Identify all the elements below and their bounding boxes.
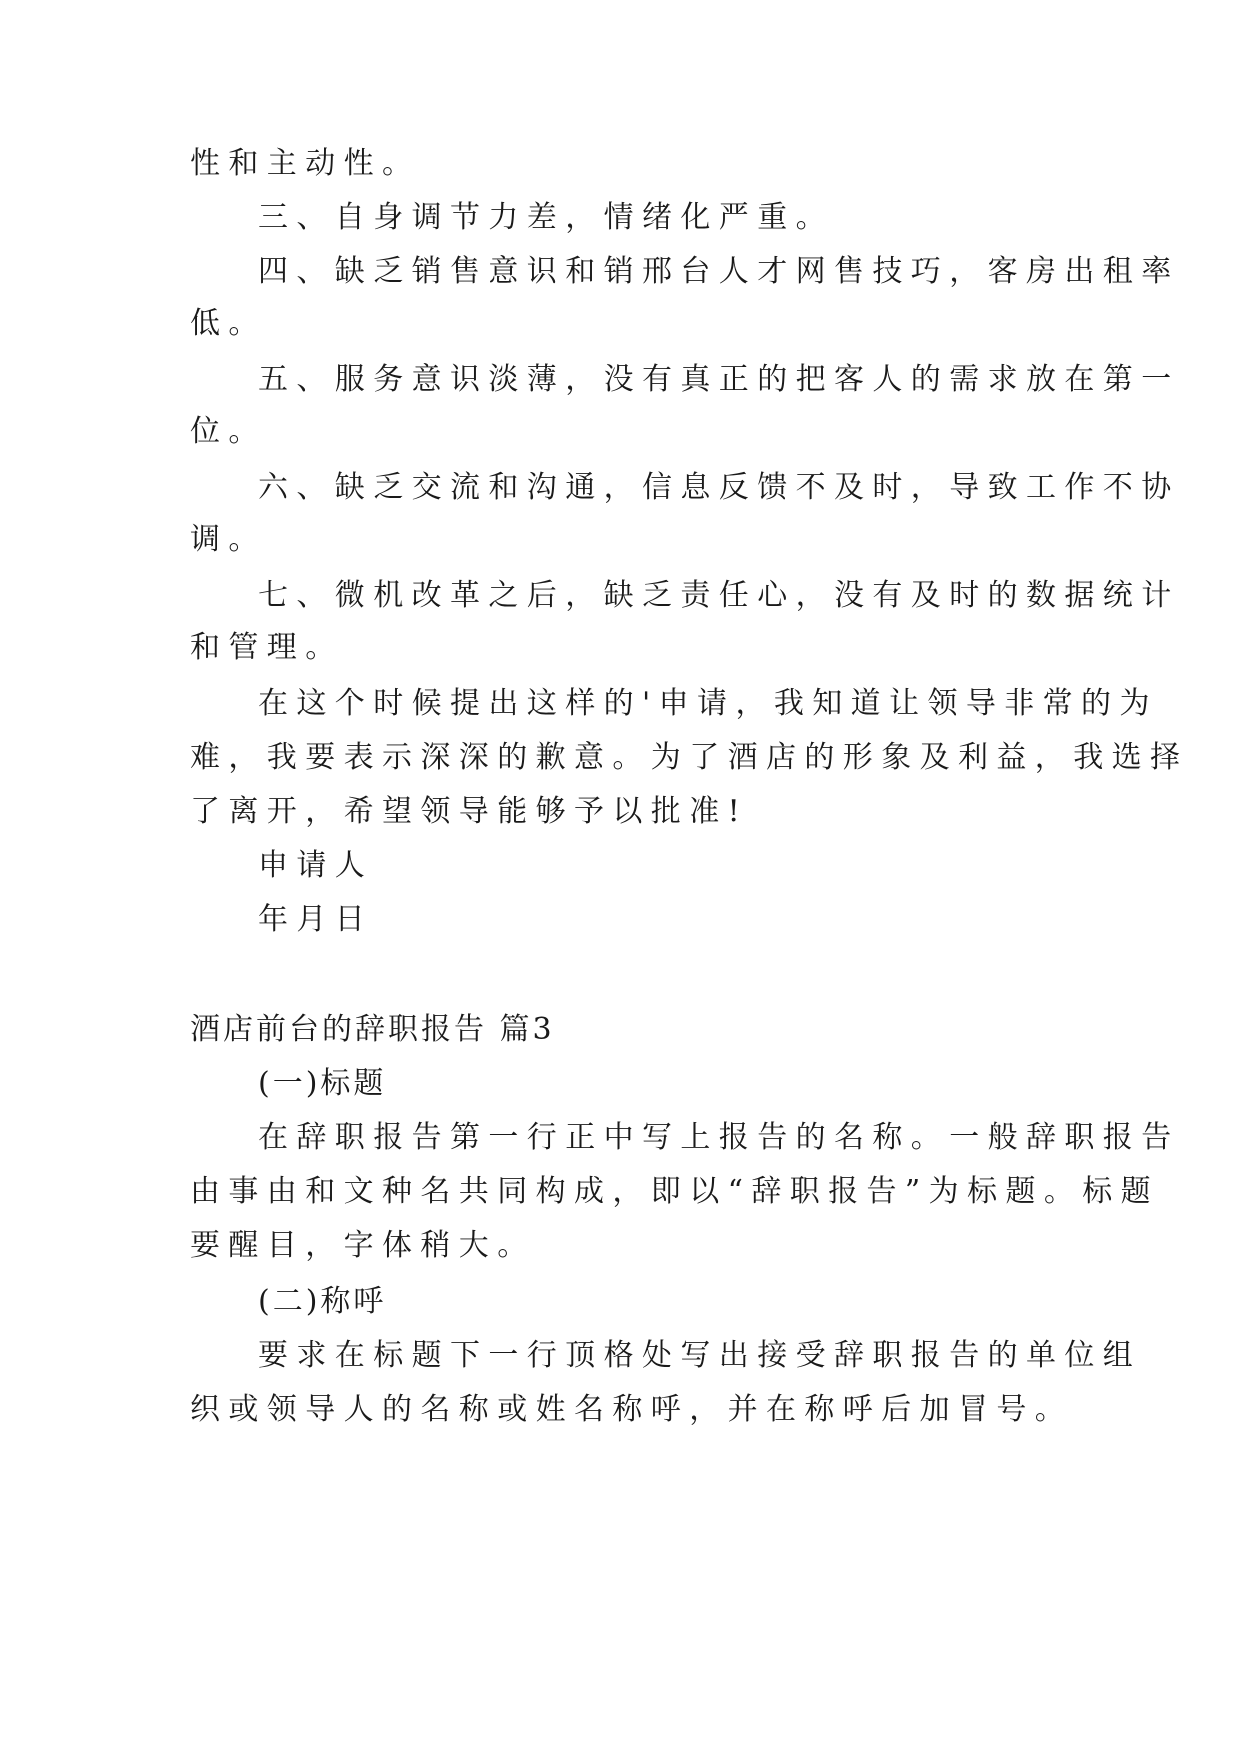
paragraph-line: 六、缺乏交流和沟通，信息反馈不及时，导致工作不协 <box>258 470 1180 505</box>
paragraph-line: 性和主动性。 <box>190 146 421 181</box>
paragraph-line: 调。 <box>190 522 267 557</box>
paragraph-line: 和管理。 <box>190 630 344 665</box>
paragraph-line: 七、微机改革之后，缺乏责任心，没有及时的数据统计 <box>258 578 1180 613</box>
paragraph-line: 在这个时候提出这样的'申请，我知道让领导非常的为 <box>258 686 1158 721</box>
subsection-heading: (二)称呼 <box>258 1284 387 1319</box>
paragraph-line: 四、缺乏销售意识和销邢台人才网售技巧，客房出租率 <box>258 254 1180 289</box>
applicant-label: 申请人 <box>258 848 374 883</box>
paragraph-line: 低。 <box>190 306 267 341</box>
paragraph-line: 要醒目，字体稍大。 <box>190 1228 536 1263</box>
paragraph-line: 由事由和文种名共同构成，即以“辞职报告”为标题。标题 <box>190 1174 1160 1209</box>
paragraph-line: 在辞职报告第一行正中写上报告的名称。一般辞职报告 <box>258 1120 1180 1155</box>
paragraph-line: 要求在标题下一行顶格处写出接受辞职报告的单位组 <box>258 1338 1142 1373</box>
subsection-heading: (一)标题 <box>258 1066 387 1101</box>
paragraph-line: 织或领导人的名称或姓名称呼，并在称呼后加冒号。 <box>190 1392 1074 1427</box>
paragraph-line: 位。 <box>190 414 267 449</box>
date-label: 年月日 <box>258 902 374 937</box>
paragraph-line: 三、自身调节力差，情绪化严重。 <box>258 200 834 235</box>
paragraph-line: 难，我要表示深深的歉意。为了酒店的形象及利益，我选择 <box>190 740 1189 775</box>
section-title: 酒店前台的辞职报告 篇3 <box>190 1012 555 1047</box>
paragraph-line: 五、服务意识淡薄，没有真正的把客人的需求放在第一 <box>258 362 1180 397</box>
paragraph-line: 了离开，希望领导能够予以批准! <box>190 794 749 829</box>
